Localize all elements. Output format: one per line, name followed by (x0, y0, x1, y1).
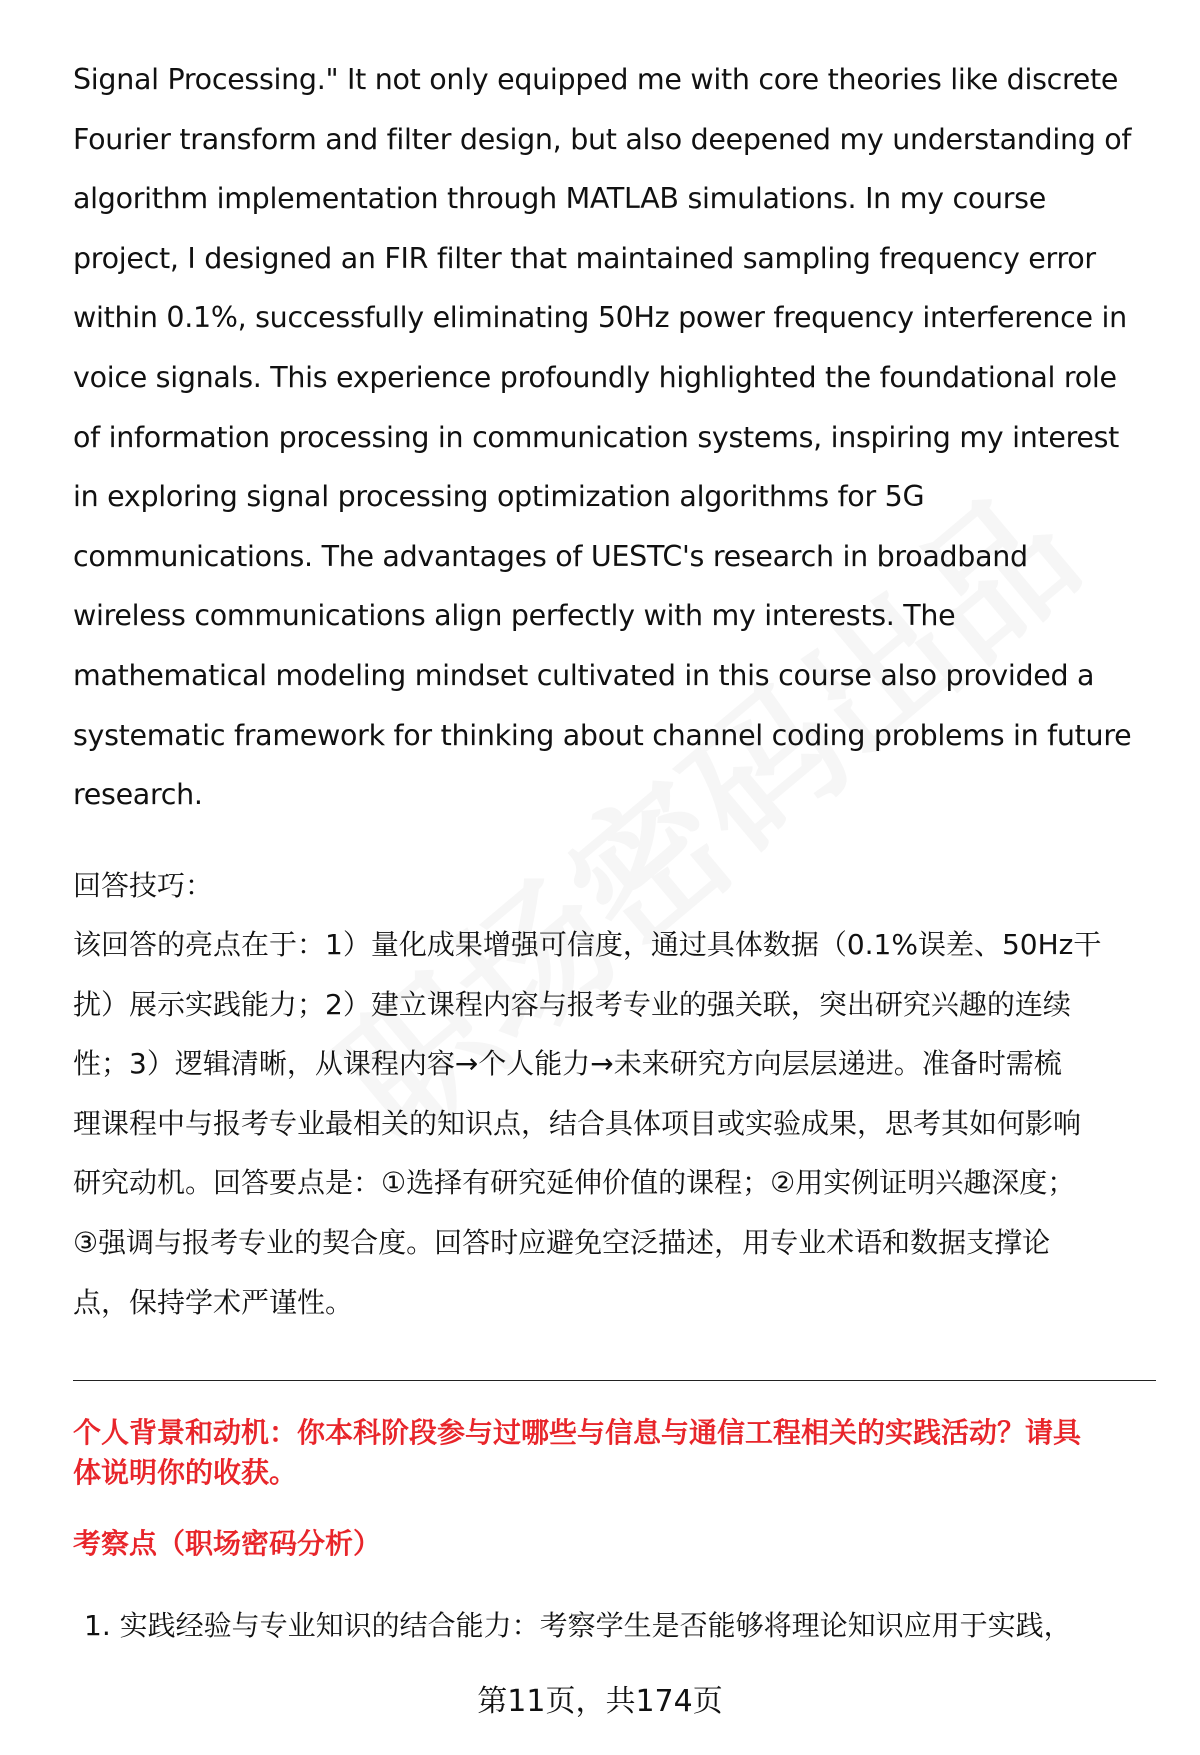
text-line: 点，保持学术严谨性。 (73, 1285, 354, 1319)
text-line: 性；3）逻辑清晰，从课程内容→个人能力→未来研究方向层层递进。准备时需梳 (73, 1047, 1062, 1081)
divider (73, 1380, 1156, 1381)
tips-title: 回答技巧： (73, 869, 214, 902)
text-line: communications. The advantages of UESTC's research in broadband (73, 539, 1028, 573)
text-line: research. (73, 778, 203, 812)
question-heading-line-2: 体说明你的收获。 (73, 1456, 298, 1489)
text-line: Signal Processing." It not only equipped me with core theories like discrete (73, 63, 1119, 96)
text-line: in exploring signal processing optimization algorithms for 5G (73, 480, 925, 514)
page-number: 第11页，共174页 (477, 1684, 723, 1719)
text-line: mathematical modeling mindset cultivated in this course also provided a (73, 659, 1095, 692)
text-line: systematic framework for thinking about channel coding problems in future (73, 718, 1132, 752)
text-line: of information processing in communication systems, inspiring my interest (73, 420, 1120, 454)
text-line: 该回答的亮点在于：1）量化成果增强可信度，通过具体数据（0.1%误差、50Hz干 (73, 928, 1102, 961)
text-line: 理课程中与报考专业最相关的知识点，结合具体项目或实验成果，思考其如何影响 (73, 1106, 1082, 1140)
section-title: 考察点（职场密码分析） (73, 1527, 382, 1560)
text-line: project, I designed an FIR filter that maintained sampling frequency error (73, 241, 1096, 275)
question-heading-line-1: 个人背景和动机：你本科阶段参与过哪些与信息与通信工程相关的实践活动？请具 (73, 1416, 1082, 1449)
list-item: 1. 实践经验与专业知识的结合能力：考察学生是否能够将理论知识应用于实践， (84, 1609, 1072, 1642)
text-line: algorithm implementation through MATLAB simulations. In my course (73, 182, 1046, 216)
text-line: wireless communications align perfectly with my interests. The (73, 599, 956, 633)
text-line: Fourier transform and filter design, but also deepened my understanding of (73, 122, 1132, 156)
text-line: ③强调与报考专业的契合度。回答时应避免空泛描述，用专业术语和数据支撑论 (73, 1226, 1051, 1259)
text-line: voice signals. This experience profoundly highlighted the foundational role (73, 361, 1117, 394)
text-line: 研究动机。回答要点是：①选择有研究延伸价值的课程；②用实例证明兴趣深度； (73, 1166, 1076, 1200)
text-line: 扰）展示实践能力；2）建立课程内容与报考专业的强关联，突出研究兴趣的连续 (73, 987, 1071, 1021)
text-line: within 0.1%, successfully eliminating 50Hz power frequency interference in (73, 301, 1127, 335)
